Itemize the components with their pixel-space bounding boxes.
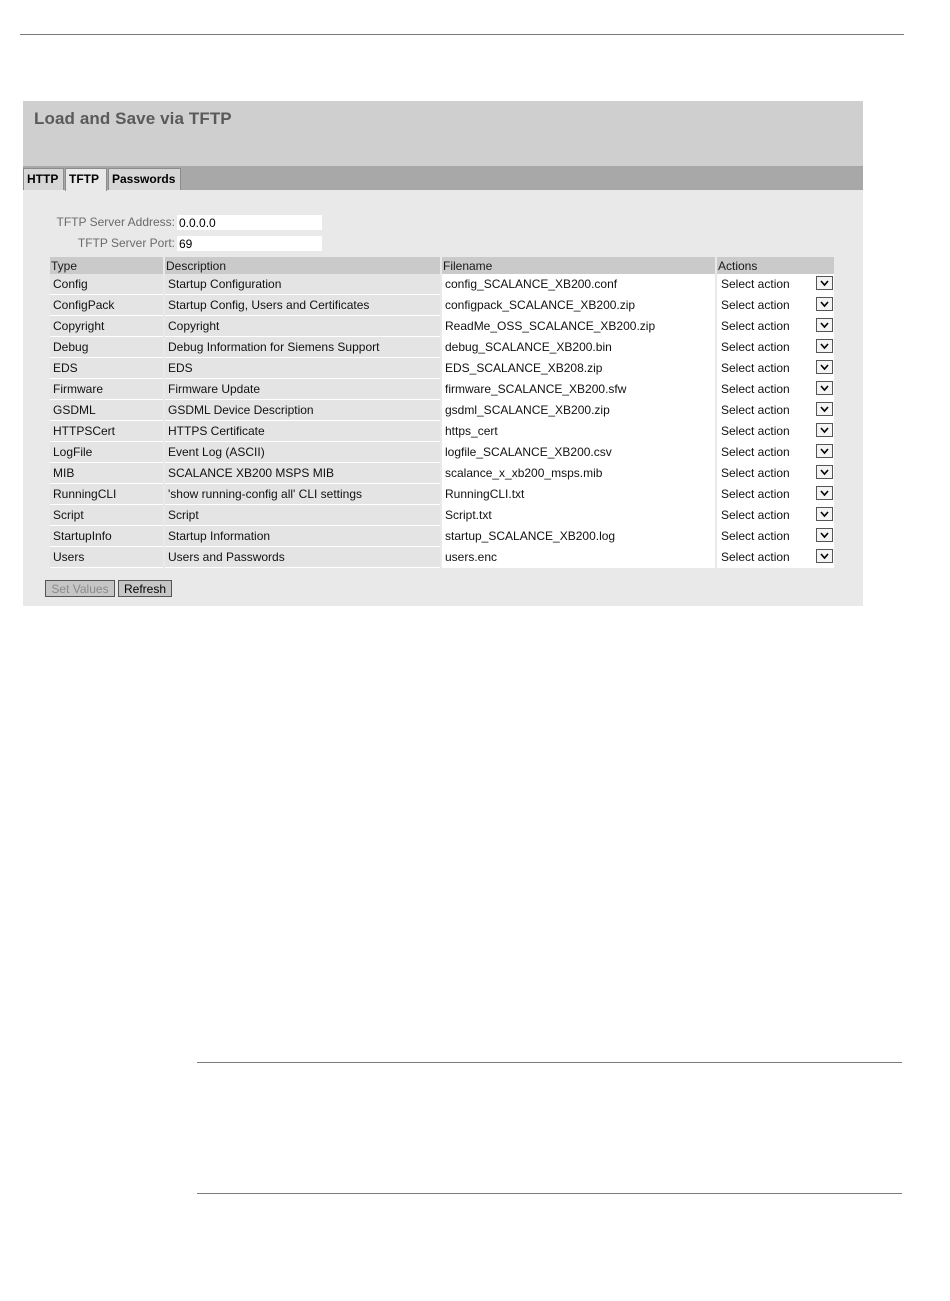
action-select[interactable] [717, 295, 834, 315]
set-values-button[interactable]: Set Values [45, 580, 115, 597]
chevron-down-icon[interactable] [816, 318, 833, 332]
row-description: Users and Passwords [165, 547, 440, 568]
row-description: Startup Information [165, 526, 440, 547]
page-top-rule [20, 34, 904, 35]
action-select-value: Select action [721, 424, 790, 438]
tab-passwords[interactable]: Passwords [108, 168, 181, 190]
row-type: GSDML [50, 400, 163, 421]
page-title: Load and Save via TFTP [34, 109, 232, 128]
tab-strip [23, 166, 863, 190]
tab-http[interactable]: HTTP [23, 168, 64, 190]
action-select[interactable] [717, 484, 834, 504]
action-select-value: Select action [721, 361, 790, 375]
table-row [50, 442, 834, 463]
action-select[interactable] [717, 505, 834, 525]
row-filename-input[interactable]: startup_SCALANCE_XB200.log [442, 526, 715, 547]
row-type: Firmware [50, 379, 163, 400]
note-bottom-rule [197, 1193, 902, 1194]
action-select[interactable] [717, 274, 834, 294]
row-type: Users [50, 547, 163, 568]
tftp-files-table [48, 257, 836, 568]
column-header-actions: Actions [717, 257, 834, 274]
action-select[interactable] [717, 316, 834, 336]
tab-tftp[interactable]: TFTP [65, 168, 107, 191]
row-filename-input[interactable]: gsdml_SCALANCE_XB200.zip [442, 400, 715, 421]
row-filename-input[interactable]: configpack_SCALANCE_XB200.zip [442, 295, 715, 316]
row-action-select[interactable] [717, 337, 834, 358]
row-action-select[interactable] [717, 484, 834, 505]
chevron-down-icon[interactable] [816, 444, 833, 458]
chevron-down-icon[interactable] [816, 276, 833, 290]
row-filename-input[interactable]: scalance_x_xb200_msps.mib [442, 463, 715, 484]
table-row [50, 379, 834, 400]
row-filename-input[interactable]: ReadMe_OSS_SCALANCE_XB200.zip [442, 316, 715, 337]
row-action-select[interactable] [717, 379, 834, 400]
chevron-down-icon[interactable] [816, 360, 833, 374]
note-top-rule [197, 1062, 902, 1063]
table-header-row [50, 257, 834, 274]
action-select[interactable] [717, 337, 834, 357]
row-action-select[interactable] [717, 463, 834, 484]
row-description: EDS [165, 358, 440, 379]
chevron-down-icon[interactable] [816, 423, 833, 437]
table-row [50, 421, 834, 442]
action-select-value: Select action [721, 508, 790, 522]
chevron-down-icon[interactable] [816, 528, 833, 542]
row-description: Copyright [165, 316, 440, 337]
row-description: Script [165, 505, 440, 526]
row-action-select[interactable] [717, 442, 834, 463]
table-row [50, 316, 834, 337]
row-filename-input[interactable]: firmware_SCALANCE_XB200.sfw [442, 379, 715, 400]
refresh-button[interactable]: Refresh [118, 580, 172, 597]
table-row [50, 547, 834, 568]
chevron-down-icon[interactable] [816, 465, 833, 479]
action-select[interactable] [717, 358, 834, 378]
row-description: Event Log (ASCII) [165, 442, 440, 463]
action-select-value: Select action [721, 277, 790, 291]
row-description: Firmware Update [165, 379, 440, 400]
server-port-input[interactable] [177, 236, 322, 251]
row-description: HTTPS Certificate [165, 421, 440, 442]
row-action-select[interactable] [717, 505, 834, 526]
action-select-value: Select action [721, 550, 790, 564]
table-row [50, 295, 834, 316]
row-filename-input[interactable]: config_SCALANCE_XB200.conf [442, 274, 715, 295]
row-description: Startup Config, Users and Certificates [165, 295, 440, 316]
server-address-input[interactable] [177, 215, 322, 230]
action-select[interactable] [717, 421, 834, 441]
row-filename-input[interactable]: Script.txt [442, 505, 715, 526]
row-type: Debug [50, 337, 163, 358]
action-select[interactable] [717, 547, 834, 567]
action-select-value: Select action [721, 298, 790, 312]
row-type: LogFile [50, 442, 163, 463]
row-description: 'show running-config all' CLI settings [165, 484, 440, 505]
action-select-value: Select action [721, 340, 790, 354]
column-header-type: Type [50, 257, 163, 274]
row-description: SCALANCE XB200 MSPS MIB [165, 463, 440, 484]
table-row [50, 358, 834, 379]
column-header-filename: Filename [442, 257, 715, 274]
action-select-value: Select action [721, 319, 790, 333]
action-select-value: Select action [721, 529, 790, 543]
server-port-label: TFTP Server Port: [77, 236, 175, 250]
row-filename-input[interactable]: EDS_SCALANCE_XB208.zip [442, 358, 715, 379]
server-address-label: TFTP Server Address: [56, 215, 175, 229]
row-action-select[interactable] [717, 274, 834, 295]
row-filename-input[interactable]: RunningCLI.txt [442, 484, 715, 505]
row-action-select[interactable] [717, 547, 834, 568]
row-type: MIB [50, 463, 163, 484]
row-description: GSDML Device Description [165, 400, 440, 421]
action-select[interactable] [717, 526, 834, 546]
row-action-select[interactable] [717, 400, 834, 421]
action-select-value: Select action [721, 382, 790, 396]
row-action-select[interactable] [717, 526, 834, 547]
action-select-value: Select action [721, 445, 790, 459]
row-type: HTTPSCert [50, 421, 163, 442]
chevron-down-icon[interactable] [816, 549, 833, 563]
row-filename-input[interactable]: debug_SCALANCE_XB200.bin [442, 337, 715, 358]
action-select[interactable] [717, 463, 834, 483]
row-description: Startup Configuration [165, 274, 440, 295]
chevron-down-icon[interactable] [816, 381, 833, 395]
table-row [50, 526, 834, 547]
action-select-value: Select action [721, 466, 790, 480]
row-type: RunningCLI [50, 484, 163, 505]
action-select[interactable] [717, 379, 834, 399]
row-action-select[interactable] [717, 358, 834, 379]
row-action-select[interactable] [717, 316, 834, 337]
row-type: ConfigPack [50, 295, 163, 316]
row-action-select[interactable] [717, 295, 834, 316]
row-type: Copyright [50, 316, 163, 337]
action-select-value: Select action [721, 403, 790, 417]
action-select[interactable] [717, 400, 834, 420]
table-row [50, 484, 834, 505]
table-body [50, 274, 834, 568]
chevron-down-icon[interactable] [816, 486, 833, 500]
table-row [50, 463, 834, 484]
chevron-down-icon[interactable] [816, 297, 833, 311]
row-type: Script [50, 505, 163, 526]
tftp-panel [23, 101, 863, 606]
action-select[interactable] [717, 442, 834, 462]
row-filename-input[interactable]: users.enc [442, 547, 715, 568]
row-type: EDS [50, 358, 163, 379]
table-row [50, 274, 834, 295]
row-action-select[interactable] [717, 421, 834, 442]
chevron-down-icon[interactable] [816, 402, 833, 416]
chevron-down-icon[interactable] [816, 507, 833, 521]
row-type: StartupInfo [50, 526, 163, 547]
panel-header [23, 101, 863, 166]
row-filename-input[interactable]: https_cert [442, 421, 715, 442]
row-description: Debug Information for Siemens Support [165, 337, 440, 358]
column-header-description: Description [165, 257, 440, 274]
table-row [50, 337, 834, 358]
row-type: Config [50, 274, 163, 295]
table-row [50, 505, 834, 526]
table-row [50, 400, 834, 421]
row-filename-input[interactable]: logfile_SCALANCE_XB200.csv [442, 442, 715, 463]
action-select-value: Select action [721, 487, 790, 501]
chevron-down-icon[interactable] [816, 339, 833, 353]
